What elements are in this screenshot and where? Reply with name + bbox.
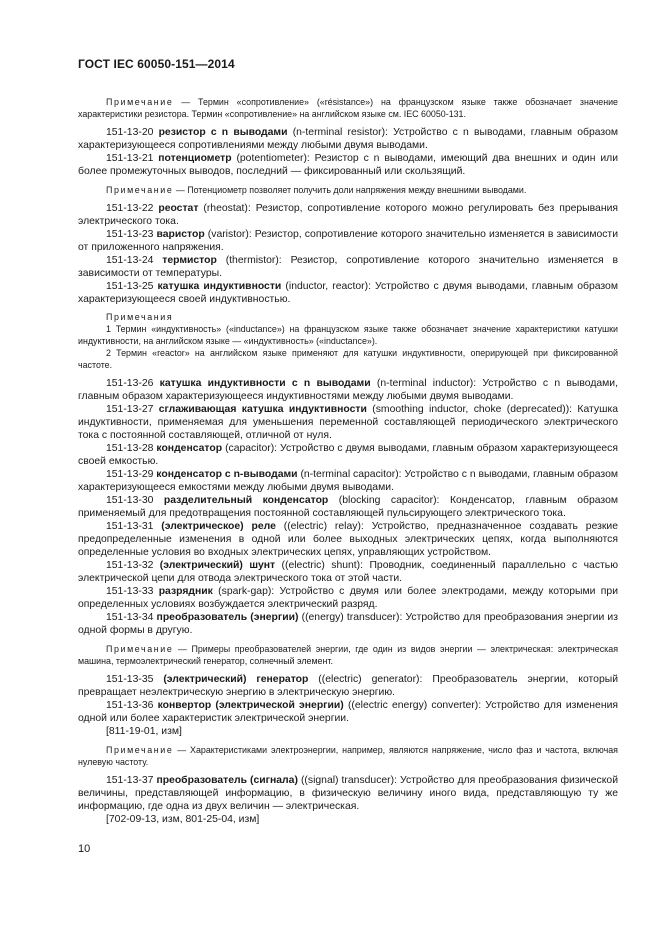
term-definition: (capacitor): Устройство с двумя выводами, главным образом характеризующееся своей емкостью. — [78, 443, 618, 467]
note-item: 1 Термин «индуктивность» («inductance») на французском языке также обозначает значение характеристики катушки индуктивности, на английском языке — «индуктивность» («inductance»). — [78, 324, 618, 346]
term-entry — [78, 468, 618, 494]
term-entry — [78, 202, 618, 228]
note — [78, 744, 618, 768]
term-number: 151-13-33 — [106, 586, 154, 597]
note-dash: — — [173, 185, 188, 195]
term-name: термистор — [162, 255, 217, 266]
term-number: 151-13-22 — [106, 203, 154, 214]
term-number: 151-13-35 — [106, 674, 154, 685]
term-entry — [78, 254, 618, 280]
term-entry — [78, 442, 618, 468]
term-name: варистор — [156, 229, 205, 240]
term-definition: ((energy) transducer): Устройство для преобразования энергии из одной формы в другую. — [78, 612, 618, 636]
source-reference: [702-09-13, изм, 801-25-04, изм] — [106, 814, 260, 825]
notes-title: Примечания — [106, 312, 174, 322]
note-label: Примечание — [106, 185, 174, 195]
term-entry — [78, 699, 618, 725]
term-name: преобразователь (сигнала) — [156, 775, 298, 786]
term-definition: ((electric) relay): Устройство, предназначенное создавать резкие предопределенные изменения в одной или более выходных электрических цепях, когда выполняются определенные условия во входных электрических цепях, управляющих устройством. — [78, 521, 619, 558]
term-definition: ((electric energy) converter): Устройство для изменения одной или более характеристик электрической энергии. — [78, 700, 618, 724]
term-entry — [78, 280, 618, 306]
term-name: резистор с n выводами — [158, 127, 288, 138]
note-label: Примечание — [106, 745, 174, 755]
term-definition: (n-terminal inductor): Устройство с n выводами, главным образом характеризующееся индуктивностями между любыми двумя выводами. — [78, 378, 619, 402]
term-entry — [78, 494, 618, 520]
note-dash: — — [173, 97, 199, 107]
term-number: 151-13-25 — [106, 281, 154, 292]
note — [78, 643, 618, 667]
term-name: разделительный конденсатор — [163, 495, 329, 506]
note-dash: — — [173, 644, 192, 654]
term-name: потенциометр — [158, 153, 232, 164]
note-text: Характеристиками электроэнергии, например, являются напряжение, число фаз и частота, включая нулевую частоту. — [78, 745, 618, 767]
term-entry — [78, 377, 618, 403]
term-definition: (varistor): Резистор, сопротивление которого значительно изменяется в зависимости от приложенного напряжения. — [78, 229, 618, 253]
term-number: 151-13-23 — [106, 229, 154, 240]
term-definition: (inductor, reactor): Устройство с двумя выводами, главным образом характеризующееся своей индуктивностью. — [78, 281, 618, 305]
term-number: 151-13-26 — [106, 378, 154, 389]
note-dash: — — [173, 745, 191, 755]
term-number: 151-13-27 — [106, 404, 154, 415]
term-number: 151-13-30 — [106, 495, 154, 506]
term-number: 151-13-21 — [106, 153, 154, 164]
term-entry — [78, 774, 618, 813]
note-item: 2 Термин «reactor» на английском языке применяют для катушки индуктивности, оперирующей при фиксированной частоте. — [78, 348, 618, 370]
term-name: конвертор (электрической энергии) — [157, 700, 344, 711]
term-number: 151-13-31 — [106, 521, 154, 532]
term-name: (электрический) генератор — [163, 674, 309, 685]
term-name: конденсатор — [156, 443, 223, 454]
term-entry — [78, 673, 618, 699]
term-name: катушка индуктивности — [157, 281, 282, 292]
term-definition: (thermistor): Резистор, сопротивление которого значительно изменяется в зависимости от температуры. — [78, 255, 618, 279]
term-number: 151-13-28 — [106, 443, 154, 454]
note — [78, 184, 618, 196]
term-definition: (potentiometer): Резистор с n выводами, имеющий два внешних и один или более промежуточных выводов, последний — фиксированный или скользящий. — [78, 153, 619, 177]
term-number: 151-13-37 — [106, 775, 154, 786]
term-name: катушка индуктивности с n выводами — [159, 378, 371, 389]
page-number: 10 — [78, 843, 91, 855]
term-name: сглаживающая катушка индуктивности — [158, 404, 367, 415]
term-name: преобразователь (энергии) — [156, 612, 299, 623]
term-number: 151-13-20 — [106, 127, 154, 138]
term-entry — [78, 520, 618, 559]
term-number: 151-13-32 — [106, 560, 154, 571]
note-label: Примечание — [106, 97, 174, 107]
term-definition: ((electric) shunt): Проводник, соединенный параллельно с частью электрической цепи для отвода электрического тока от этой части. — [78, 560, 618, 584]
term-definition: (rheostat): Резистор, сопротивление которого можно регулировать без прерывания электрического тока. — [78, 203, 618, 227]
document-body — [78, 90, 618, 826]
term-definition: (spark-gap): Устройство с двумя или более электродами, между которыми при определенных условиях возбуждается электрический разряд. — [78, 586, 619, 610]
term-entry — [78, 126, 618, 152]
term-definition: (n-terminal resistor): Устройство с n выводами, главным образом характеризующееся сопротивлениями между любыми двумя выводами. — [78, 127, 619, 151]
term-entry — [78, 403, 618, 442]
note — [78, 96, 618, 120]
term-definition: ((electric) generator): Преобразователь энергии, который превращает неэлектрическую энергию в электрическую энергию. — [78, 674, 618, 698]
term-name: разрядник — [158, 586, 213, 597]
term-entry — [78, 228, 618, 254]
term-definition: (blocking capacitor): Конденсатор, главным образом применяемый для предотвращения постоянной составляющей пульсирующего электрического тока. — [78, 495, 618, 519]
term-number: 151-13-29 — [106, 469, 154, 480]
notes-block — [78, 311, 618, 371]
term-entry — [78, 585, 618, 611]
note-label: Примечание — [106, 644, 174, 654]
term-entry — [78, 611, 618, 637]
term-number: 151-13-24 — [106, 255, 154, 266]
note-text: Примеры преобразователей энергии, где один из видов энергии — электрическая: электрическая машина, термоэлектрический генератор, солнечный элемент. — [78, 644, 619, 666]
note-text: Потенциометр позволяет получить доли напряжения между внешними выводами. — [187, 185, 527, 195]
term-definition: (smoothing inductor, choke (deprecated)): Катушка индуктивности, применяемая для уменьшения переменной составляющей периодического электрического тока с постоянной составляющей, отличной от нуля. — [78, 404, 619, 441]
term-name: (электрическое) реле — [161, 521, 276, 532]
term-name: (электрический) шунт — [159, 560, 276, 571]
term-definition: ((signal) transducer): Устройство для преобразования физической величины, представляющей информацию, в физическую величину иного вида, представляющую ту же информацию, где одна из двух величин — электрическая. — [78, 775, 618, 812]
term-definition: (n-terminal capacitor): Устройство с n выводами, главным образом характеризующееся емкостями между любыми двумя выводами. — [78, 469, 618, 493]
source-reference: [811-19-01, изм] — [106, 726, 182, 737]
term-entry — [78, 152, 618, 178]
term-name: конденсатор с n-выводами — [156, 469, 298, 480]
term-number: 151-13-36 — [106, 700, 154, 711]
term-name: реостат — [158, 203, 199, 214]
document-header: ГОСТ IEC 60050-151—2014 — [78, 57, 235, 71]
term-number: 151-13-34 — [106, 612, 154, 623]
term-entry — [78, 559, 618, 585]
note-text: Термин «сопротивление» («résistance») на французском языке также обозначает значение характеристики резистора. Термин «сопротивление» на английском языке см. IEC 60050-131. — [78, 97, 618, 119]
